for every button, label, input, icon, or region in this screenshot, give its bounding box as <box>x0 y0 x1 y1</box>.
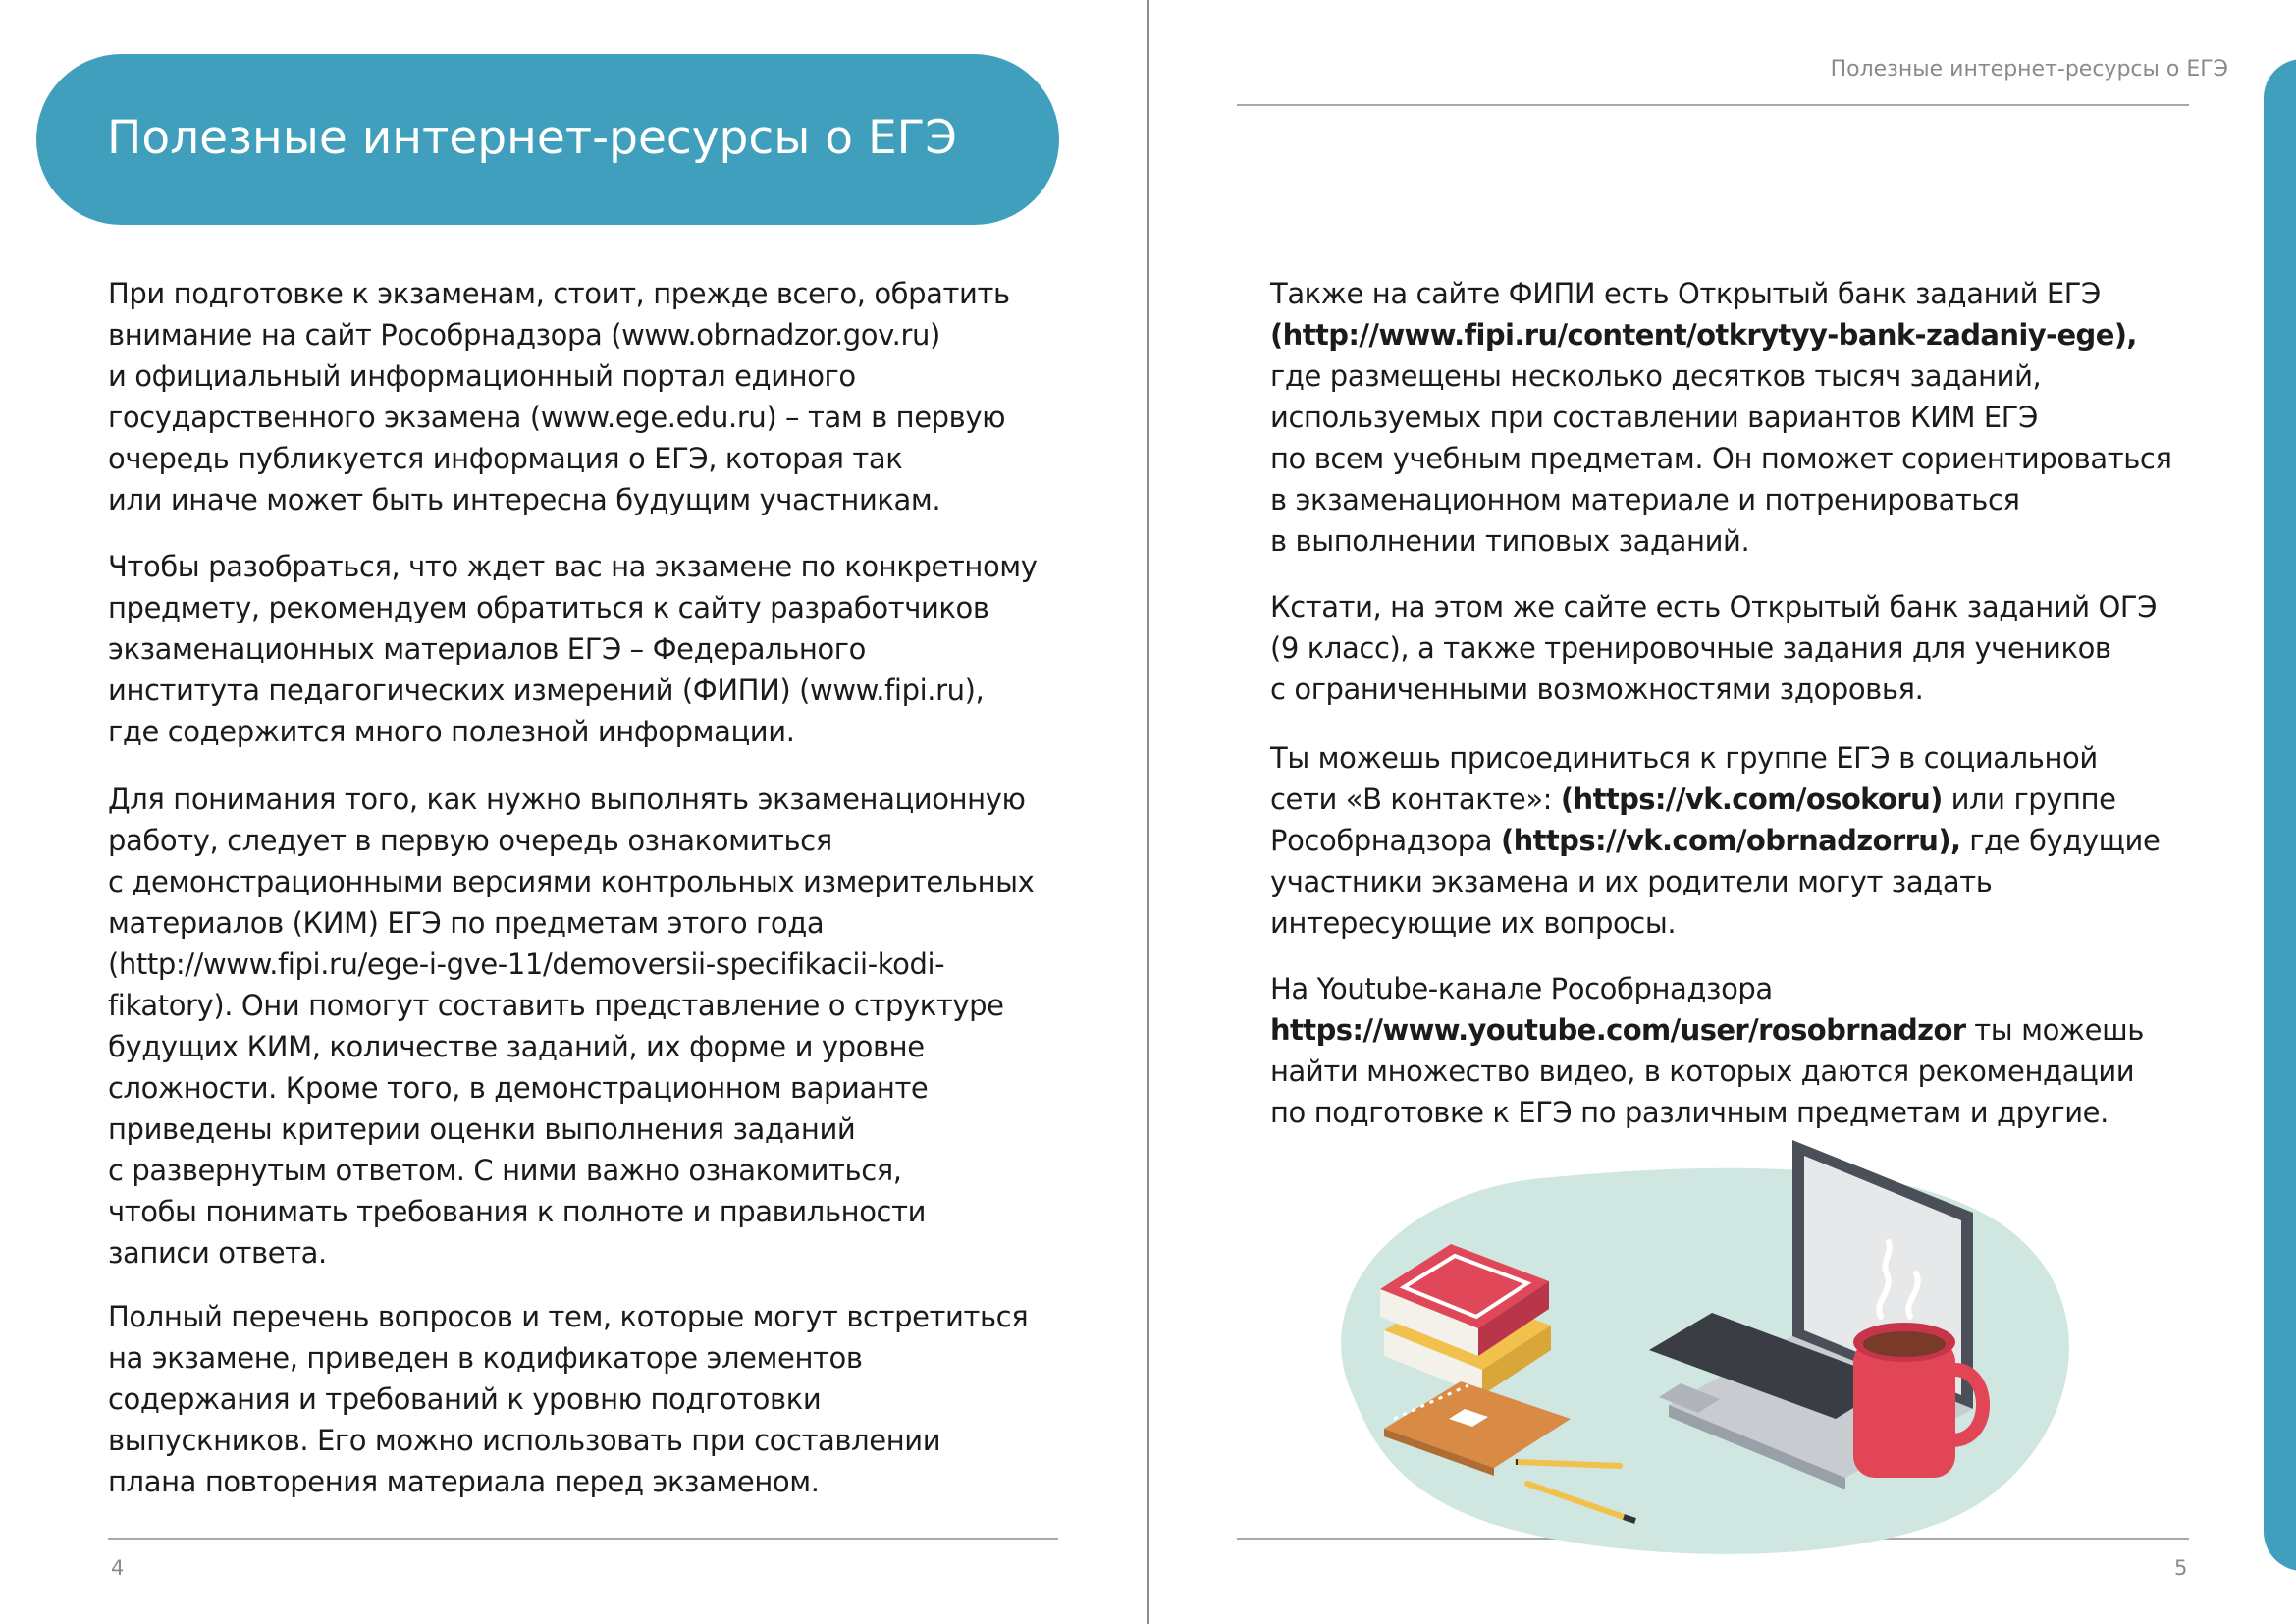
text-line: где содержится много полезной информации. <box>108 715 795 748</box>
text-line: государственного экзамена (www.ege.edu.ru) – там в первую <box>108 401 1006 434</box>
text-line: Также на сайте ФИПИ есть Открытый банк заданий ЕГЭ <box>1270 277 2101 310</box>
text-line: материалов (КИМ) ЕГЭ по предметам этого года <box>108 906 825 940</box>
page-title: Полезные интернет-ресурсы о ЕГЭ <box>107 111 958 165</box>
paragraph-4 <box>108 1296 1090 1502</box>
text-line: Кстати, на этом же сайте есть Открытый банк заданий ОГЭ <box>1270 590 2158 623</box>
text-line: очередь публикуется информация о ЕГЭ, которая так <box>108 442 903 475</box>
youtube-channel-link[interactable]: https://www.youtube.com/user/rosobrnadzor <box>1270 1013 1966 1047</box>
text-line: (9 класс), а также тренировочные задания для учеников <box>1270 631 2111 665</box>
study-desk-illustration <box>1286 1124 2101 1556</box>
page-number: 4 <box>111 1556 125 1580</box>
page-divider <box>1147 0 1149 1624</box>
text-line: и официальный информационный портал единого <box>108 359 856 393</box>
paragraph-2 <box>108 546 1090 752</box>
paragraph-1 <box>108 273 1090 520</box>
fipi-bank-link[interactable]: (http://www.fipi.ru/content/otkrytyy-bank-zadaniy-ege), <box>1270 318 2137 352</box>
text-line: в экзаменационном материале и потренироваться <box>1270 483 2020 516</box>
text-fragment: где будущие <box>1960 824 2161 857</box>
text-line <box>1270 314 2213 355</box>
title-banner <box>36 54 1059 225</box>
text-line: с ограниченными возможностями здоровья. <box>1270 673 1924 706</box>
text-line <box>1270 779 2213 820</box>
vk-obrnadzor-link[interactable]: (https://vk.com/obrnadzorru), <box>1500 824 1961 857</box>
text-line: с демонстрационными версиями контрольных измерительных <box>108 865 1035 898</box>
text-fragment: Рособрнадзора <box>1270 824 1501 857</box>
text-line: При подготовке к экзаменам, стоит, прежде всего, обратить <box>108 277 1010 310</box>
text-line: Ты можешь присоединиться к группе ЕГЭ в социальной <box>1270 741 2098 775</box>
section-edge-tab <box>2264 59 2296 1571</box>
text-line: института педагогических измерений (ФИПИ) (www.fipi.ru), <box>108 674 985 707</box>
running-header: Полезные интернет-ресурсы о ЕГЭ <box>1830 57 2228 81</box>
paragraph-oge-bank <box>1270 586 2213 710</box>
text-line: работу, следует в первую очередь ознакомиться <box>108 824 832 857</box>
text-line: На Youtube-канале Рособрнадзора <box>1270 972 1773 1005</box>
text-line: используемых при составлении вариантов КИМ ЕГЭ <box>1270 401 2038 434</box>
text-line: сложности. Кроме того, в демонстрационном варианте <box>108 1071 929 1105</box>
text-line: с развернутым ответом. С ними важно ознакомиться, <box>108 1154 902 1187</box>
paragraph-fipi-bank <box>1270 273 2213 562</box>
text-line: или иначе может быть интересна будущим участникам. <box>108 483 941 516</box>
text-fragment: сети «В контакте»: <box>1270 783 1561 816</box>
text-line: интересующие их вопросы. <box>1270 906 1677 940</box>
page-number: 5 <box>2174 1556 2188 1580</box>
text-fragment: или группе <box>1942 783 2116 816</box>
text-line: приведены критерии оценки выполнения заданий <box>108 1112 856 1146</box>
text-line: записи ответа. <box>108 1236 327 1270</box>
text-line: по всем учебным предметам. Он поможет сориентироваться <box>1270 442 2172 475</box>
header-rule <box>1237 104 2189 106</box>
text-line: fikatory). Они помогут составить представление о структуре <box>108 989 1004 1022</box>
text-line: экзаменационных материалов ЕГЭ – Федерального <box>108 632 866 666</box>
text-line: Для понимания того, как нужно выполнять экзаменационную <box>108 783 1026 816</box>
text-line: плана повторения материала перед экзаменом. <box>108 1465 820 1498</box>
paragraph-3 <box>108 779 1090 1273</box>
text-line: чтобы понимать требования к полноте и правильности <box>108 1195 927 1228</box>
text-line: будущих КИМ, количестве заданий, их форме и уровне <box>108 1030 925 1063</box>
text-line: участники экзамена и их родители могут задать <box>1270 865 1993 898</box>
text-line: в выполнении типовых заданий. <box>1270 524 1750 558</box>
text-line: содержания и требований к уровню подготовки <box>108 1382 822 1416</box>
text-line <box>1270 1009 2213 1051</box>
text-line: найти множество видео, в которых даются рекомендации <box>1270 1055 2135 1088</box>
text-line: по подготовке к ЕГЭ по различным предметам и другие. <box>1270 1096 2109 1129</box>
text-line: Чтобы разобраться, что ждет вас на экзамене по конкретному <box>108 550 1038 583</box>
text-fragment: ты можешь <box>1965 1013 2144 1047</box>
footer-rule <box>108 1538 1058 1540</box>
text-line: предмету, рекомендуем обратиться к сайту разработчиков <box>108 591 989 624</box>
paragraph-youtube <box>1270 968 2213 1133</box>
text-line: Полный перечень вопросов и тем, которые могут встретиться <box>108 1300 1029 1333</box>
text-line: на экзамене, приведен в кодификаторе элементов <box>108 1341 863 1375</box>
text-line: внимание на сайт Рособрнадзора (www.obrnadzor.gov.ru) <box>108 318 940 352</box>
text-line: где размещены несколько десятков тысяч заданий, <box>1270 359 2042 393</box>
paragraph-vk-groups <box>1270 737 2213 944</box>
text-line: (http://www.fipi.ru/ege-i-gve-11/demoversii-specifikacii-kodi- <box>108 947 945 981</box>
text-line <box>1270 820 2213 861</box>
text-line: выпускников. Его можно использовать при составлении <box>108 1424 941 1457</box>
vk-osokoru-link[interactable]: (https://vk.com/osokoru) <box>1560 783 1943 816</box>
